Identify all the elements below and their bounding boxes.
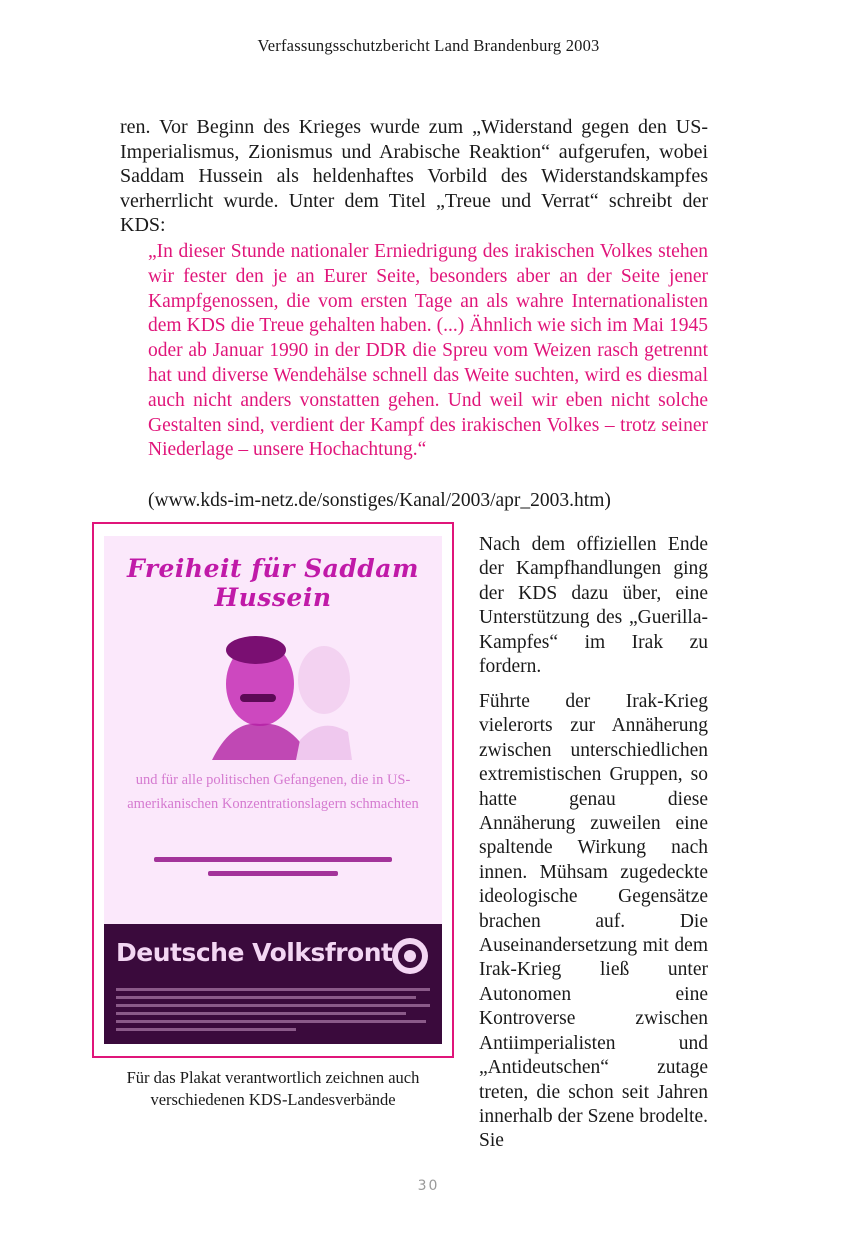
- column-paragraph-2: Führte der Irak-Krieg vielerorts zur Annäherung zwischen unterschiedlichen extremistischen Gruppen, so hatte genau diese Annäherung zuweilen eine spaltende Wirkung nach innen. Mühsam zugedeckte ideologische Gegensätze brachen auf. Die Auseinandersetzung mit dem Irak-Krieg ließ unter Autonomen eine Kontroverse zwischen Antiimperialisten und „Antideutschen“ zutage treten, die schon seit Jahren innerhalb der Szene brodelte. Sie: [479, 691, 708, 1152]
- poster-small-print-lines-icon: [144, 854, 402, 882]
- figure-caption: Für das Plakat verantwortlich zeichnen auch verschiedenen KDS-Landesverbände: [126, 1068, 420, 1109]
- banner-fine-print-icon: [116, 986, 430, 1036]
- poster-small-print: [144, 854, 402, 886]
- portrait-silhouette-icon: [192, 620, 362, 760]
- volksfront-logo-icon: [390, 936, 430, 976]
- intro-paragraph: ren. Vor Beginn des Krieges wurde zum „Widerstand gegen den US-Imperialismus, Zionismus und Arabische Reaktion“ aufgerufen, wobei Saddam Hussein als heldenhaftes Vorbild des Widerstandskampfes verherrlicht wurde. Unter dem Titel „Treue und Verrat“ schreibt der KDS:: [120, 116, 708, 236]
- block-quote: „In dieser Stunde nationaler Erniedrigung des irakischen Volkes stehen wir fester den je an Eurer Seite, besonders aber an der Seite jener Kampfgenossen, die vom ersten Tage an als wahre Internationalisten dem KDS die Treue gehalten haben. (...) Ähnlich wie sich im Mai 1945 oder ab Januar 1990 in der DDR die Spreu vom Weizen rasch getrennt hat und diverse Wendehälse schnell das Weite suchten, wird es diesmal auch nicht anders vonstatten gehen. Und weil wir eben nicht solche Gestalten sind, verdient der Kampf des irakischen Volkes – trotz seiner Niederlage – unsere Hochachtung.“: [148, 241, 708, 461]
- poster-slogan: und für alle politischen Gefangenen, die in US-amerikanischen Konzentrationslagern schmachten: [127, 772, 419, 812]
- banner-label: Deutsche Volksfront: [116, 938, 393, 967]
- poster-banner: [104, 924, 442, 1044]
- column-paragraph-1: Nach dem offiziellen Ende der Kampfhandlungen ging der KDS dazu über, eine Unterstützung des „Guerilla-Kampfes“ im Irak zu fordern.: [479, 534, 708, 678]
- poster-title: Freiheit für Saddam Hussein: [127, 554, 419, 612]
- running-header: Verfassungsschutzbericht Land Brandenburg 2003: [257, 36, 600, 55]
- page-number: 30: [417, 1178, 440, 1194]
- poster-figure: [92, 522, 454, 1058]
- poster-image: [104, 536, 442, 1044]
- quote-source: (www.kds-im-netz.de/sonstiges/Kanal/2003/apr_2003.htm): [148, 490, 611, 511]
